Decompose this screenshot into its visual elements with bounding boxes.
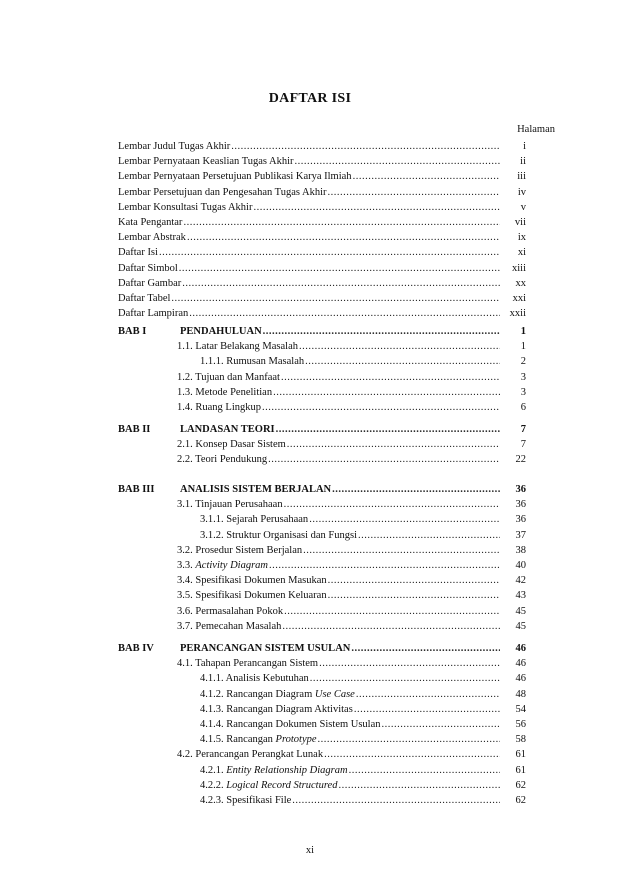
section-entry: [177, 452, 526, 467]
halaman-header: Halaman: [517, 124, 555, 135]
toc-page-number: 61: [515, 749, 526, 761]
toc-entry-text: LANDASAN TEORI: [180, 424, 275, 435]
toc-page-number: ix: [517, 232, 526, 244]
toc-entry-text: 3.2. Prosedur Sistem Berjalan: [177, 544, 303, 556]
toc-entry-text: Lembar Persetujuan dan Pengesahan Tugas Akhir: [118, 186, 327, 198]
dot-leader: [356, 687, 500, 702]
dot-leader: [182, 276, 500, 291]
toc-entry-italic-text: Use Case: [314, 688, 355, 700]
toc-entry-label: [118, 200, 253, 215]
section-entry: [177, 437, 526, 452]
toc-entry-text: Lembar Konsultasi Tugas Akhir: [118, 201, 253, 213]
toc-page-number: 56: [515, 719, 526, 730]
toc-entry-label: [200, 732, 318, 747]
toc-entry-label: [118, 261, 179, 276]
toc-entry-label: [177, 452, 268, 467]
toc-page-number: 1: [520, 341, 526, 353]
toc-page-number: xxi: [512, 293, 526, 304]
toc-entry-text: Daftar Simbol: [118, 262, 178, 274]
chapter-number: BAB II: [118, 424, 151, 435]
page-title: DAFTAR ISI: [268, 91, 352, 106]
dot-leader: [273, 385, 500, 400]
toc-page-number: 3: [520, 371, 526, 383]
chapter-number: BAB IV: [118, 643, 154, 654]
toc-entry-label: [177, 497, 284, 512]
toc-entry-italic-text: Logical Record Structured: [226, 779, 338, 791]
toc-page-number: v: [520, 201, 526, 213]
toc-page-number: i: [523, 141, 526, 152]
dot-leader: [328, 185, 500, 200]
toc-entry-label: [118, 185, 328, 200]
toc-page-number: 45: [515, 605, 526, 617]
toc-entry-text: 4.1.1. Analisis Kebutuhan: [200, 673, 309, 685]
dot-leader: [179, 261, 500, 276]
toc-entry-text: 4.1.4. Rancangan Dokumen Sistem Usulan: [200, 719, 381, 730]
dot-leader: [287, 437, 500, 452]
toc-entry-label: [118, 215, 183, 230]
toc-entry-text: 4.2.2.: [200, 779, 227, 791]
front-matter-entry: [118, 261, 526, 276]
toc-page-number: 62: [515, 779, 526, 791]
section-entry: [200, 354, 526, 369]
toc-entry-text: PERANCANGAN SISTEM USULAN: [180, 643, 351, 654]
toc-entry-label: [177, 656, 319, 671]
toc-page-number: vii: [514, 217, 526, 228]
toc-entry-text: 3.1.1. Sejarah Perusahaan: [200, 514, 309, 526]
dot-leader: [305, 354, 500, 369]
dot-leader: [354, 702, 500, 717]
dot-leader: [282, 619, 500, 634]
toc-entry-text: 2.1. Konsep Dasar Sistem: [177, 439, 286, 451]
dot-leader: [253, 200, 500, 215]
dot-leader: [187, 230, 500, 245]
section-entry: [177, 370, 526, 385]
chapter-heading: [180, 482, 526, 497]
section-entry: [177, 573, 526, 588]
toc-page-number: 38: [515, 544, 526, 556]
toc-page-number: 22: [515, 454, 526, 466]
dot-leader: [292, 793, 500, 808]
toc-page-number: xxii: [509, 308, 526, 320]
toc-entry-label: [200, 687, 356, 702]
toc-entry-text: 4.1.2. Rancangan Diagram: [200, 688, 315, 700]
front-matter-entry: [118, 215, 526, 230]
dot-leader: [171, 291, 500, 306]
toc-page-number: 7: [520, 439, 526, 451]
toc-entry-label: [200, 512, 309, 527]
toc-page-number: 7: [520, 424, 526, 435]
dot-leader: [328, 588, 500, 603]
section-entry: [177, 604, 526, 619]
toc-entry-text: 1.4. Ruang Lingkup: [177, 402, 261, 413]
toc-page-number: 36: [515, 484, 526, 495]
toc-entry-text: 3.1. Tinjauan Perusahaan: [177, 499, 283, 511]
toc-entry-label: [177, 588, 328, 603]
toc-entry-label: [177, 619, 282, 634]
toc-entry-label: [200, 702, 354, 717]
toc-entry-label: [177, 370, 281, 385]
dot-leader: [349, 763, 500, 778]
toc-entry-text: Lembar Pernyataan Persetujuan Publikasi Karya Ilmiah: [118, 171, 352, 183]
toc-page-number: iii: [517, 171, 526, 183]
toc-page-number: 54: [515, 703, 526, 715]
toc-entry-text: ANALISIS SISTEM BERJALAN: [180, 484, 332, 495]
dot-leader: [183, 215, 500, 230]
toc-entry-text: 1.2. Tujuan dan Manfaat: [177, 371, 280, 383]
toc-entry-text: Lembar Judul Tugas Akhir: [118, 141, 231, 152]
dot-leader: [189, 306, 500, 321]
section-entry: [200, 793, 526, 808]
dot-leader: [382, 717, 500, 732]
toc-page-number: ii: [520, 156, 526, 168]
toc-entry-text: Kata Pengantar: [118, 217, 183, 228]
toc-page-number: 2: [520, 356, 526, 368]
section-entry: [177, 558, 526, 573]
section-entry: [200, 528, 526, 543]
dot-leader: [358, 528, 500, 543]
toc-entry-italic-text: Activity Diagram: [195, 560, 268, 571]
toc-entry-text: 3.6. Permasalahan Pokok: [177, 605, 284, 617]
toc-entry-text: 3.5. Spesifikasi Dokumen Keluaran: [177, 590, 327, 602]
toc-entry-label: [118, 230, 187, 245]
toc-page-number: 61: [515, 764, 526, 776]
toc-entry-label: [200, 671, 310, 686]
section-entry: [177, 656, 526, 671]
dot-leader: [284, 604, 500, 619]
toc-entry-text: 3.7. Pemecahan Masalah: [177, 620, 282, 632]
dot-leader: [159, 245, 500, 260]
toc-entry-text: PENDAHULUAN: [180, 326, 262, 337]
toc-entry-label: [177, 604, 284, 619]
dot-leader: [262, 400, 500, 415]
toc-entry-text: Lembar Pernyataan Keaslian Tugas Akhir: [118, 156, 294, 168]
toc-page-number: 48: [515, 688, 526, 700]
section-entry: [177, 385, 526, 400]
toc-entry-text: Lembar Abstrak: [118, 232, 186, 244]
page-number-footer: xi: [305, 845, 315, 856]
front-matter-entry: [118, 230, 526, 245]
toc-entry-label: [200, 763, 349, 778]
toc-page-number: 1: [520, 326, 526, 337]
toc-entry-italic-text: Prototype: [275, 734, 317, 746]
chapter-heading: [180, 422, 526, 437]
section-entry: [200, 763, 526, 778]
dot-leader: [338, 778, 500, 793]
toc-entry-text: 4.1.5. Rancangan: [200, 734, 276, 746]
section-entry: [177, 497, 526, 512]
front-matter-entry: [118, 291, 526, 306]
front-matter-entry: [118, 185, 526, 200]
toc-page-number: 36: [515, 514, 526, 526]
toc-entry-text: 1.3. Metode Penelitian: [177, 386, 273, 398]
toc-entry-label: [200, 778, 338, 793]
toc-entry-label: [177, 385, 273, 400]
chapter-heading: [180, 324, 526, 339]
toc-entry-text: 4.1. Tahapan Perancangan Sistem: [177, 658, 319, 670]
toc-page-number: xiii: [511, 262, 526, 274]
toc-page-number: 46: [515, 658, 526, 670]
section-entry: [177, 543, 526, 558]
toc-page-number: 62: [515, 795, 526, 806]
dot-leader: [353, 169, 500, 184]
toc-entry-text: 4.2. Perancangan Perangkat Lunak: [177, 749, 324, 761]
front-matter-entry: [118, 245, 526, 260]
section-entry: [177, 588, 526, 603]
section-entry: [200, 671, 526, 686]
toc-entry-label: [180, 641, 351, 656]
toc-entry-label: [200, 354, 305, 369]
section-entry: [200, 732, 526, 747]
dot-leader: [268, 452, 500, 467]
toc-entry-label: [200, 717, 382, 732]
toc-page-number: 6: [520, 402, 526, 413]
toc-page-number: 3: [520, 386, 526, 398]
toc-entry-label: [118, 276, 182, 291]
toc-entry-text: 3.1.2. Struktur Organisasi dan Fungsi: [200, 529, 358, 541]
toc-entry-text: 1.1. Latar Belakang Masalah: [177, 341, 298, 353]
toc-entry-text: 1.1.1. Rumusan Masalah: [200, 356, 305, 368]
section-entry: [200, 687, 526, 702]
toc-page-number: 37: [515, 529, 526, 541]
front-matter-entry: [118, 276, 526, 291]
toc-entry-text: 3.3.: [177, 560, 196, 571]
toc-entry-text: 2.2. Teori Pendukung: [177, 454, 268, 466]
toc-entry-text: Daftar Tabel: [118, 293, 171, 304]
section-entry: [200, 702, 526, 717]
toc-page-number: 46: [515, 673, 526, 685]
section-entry: [177, 619, 526, 634]
dot-leader: [332, 482, 500, 497]
toc-page-number: 36: [515, 499, 526, 511]
toc-entry-text: 4.1.3. Rancangan Diagram Aktivitas: [200, 703, 353, 715]
dot-leader: [328, 573, 500, 588]
front-matter-entry: [118, 139, 526, 154]
section-entry: [177, 400, 526, 415]
toc-page-number: 43: [515, 590, 526, 602]
section-entry: [200, 512, 526, 527]
toc-entry-label: [118, 139, 231, 154]
toc-entry-label: [118, 291, 171, 306]
toc-entry-italic-text: Entity Relationship Diagram: [226, 764, 348, 776]
dot-leader: [310, 671, 500, 686]
dot-leader: [281, 370, 500, 385]
dot-leader: [263, 324, 500, 339]
front-matter-entry: [118, 169, 526, 184]
section-entry: [200, 778, 526, 793]
dot-leader: [269, 558, 500, 573]
chapter-number: BAB I: [118, 326, 147, 337]
toc-entry-label: [180, 324, 263, 339]
toc-page-number: 40: [515, 560, 526, 571]
toc-entry-text: Daftar Gambar: [118, 277, 182, 289]
toc-entry-label: [180, 422, 276, 437]
toc-entry-label: [177, 339, 299, 354]
front-matter-entry: [118, 200, 526, 215]
dot-leader: [303, 543, 500, 558]
toc-entry-text: Daftar Lampiran: [118, 308, 189, 320]
dot-leader: [284, 497, 500, 512]
toc-entry-label: [118, 169, 353, 184]
toc-entry-label: [177, 558, 269, 573]
dot-leader: [318, 732, 500, 747]
toc-page-number: 45: [515, 620, 526, 632]
toc-entry-label: [177, 747, 324, 762]
dot-leader: [299, 339, 500, 354]
toc-entry-label: [118, 154, 295, 169]
dot-leader: [276, 422, 500, 437]
toc-page-number: 46: [515, 643, 526, 654]
toc-page-number: 42: [515, 575, 526, 587]
toc-entry-text: 3.4. Spesifikasi Dokumen Masukan: [177, 575, 327, 587]
dot-leader: [309, 512, 500, 527]
toc-entry-label: [180, 482, 332, 497]
dot-leader: [319, 656, 500, 671]
toc-page-number: xx: [515, 277, 526, 289]
section-entry: [200, 717, 526, 732]
toc-page-number: 58: [515, 734, 526, 746]
toc-page-number: xi: [517, 247, 526, 259]
toc-entry-label: [177, 437, 287, 452]
toc-page-number: iv: [517, 186, 526, 198]
toc-entry-label: [177, 400, 262, 415]
toc-entry-label: [177, 573, 328, 588]
toc-entry-label: [200, 793, 292, 808]
front-matter-entry: [118, 306, 526, 321]
toc-entry-text: 4.2.3. Spesifikasi File: [200, 795, 292, 806]
toc-entry-label: [118, 245, 159, 260]
toc-entry-text: 4.2.1.: [200, 764, 227, 776]
dot-leader: [231, 139, 500, 154]
toc-entry-text: Daftar Isi: [118, 247, 158, 259]
dot-leader: [324, 747, 500, 762]
dot-leader: [295, 154, 500, 169]
chapter-heading: [180, 641, 526, 656]
section-entry: [177, 747, 526, 762]
dot-leader: [351, 641, 500, 656]
toc-entry-label: [118, 306, 189, 321]
front-matter-entry: [118, 154, 526, 169]
toc-entry-label: [200, 528, 358, 543]
toc-entry-label: [177, 543, 303, 558]
section-entry: [177, 339, 526, 354]
chapter-number: BAB III: [118, 484, 155, 495]
